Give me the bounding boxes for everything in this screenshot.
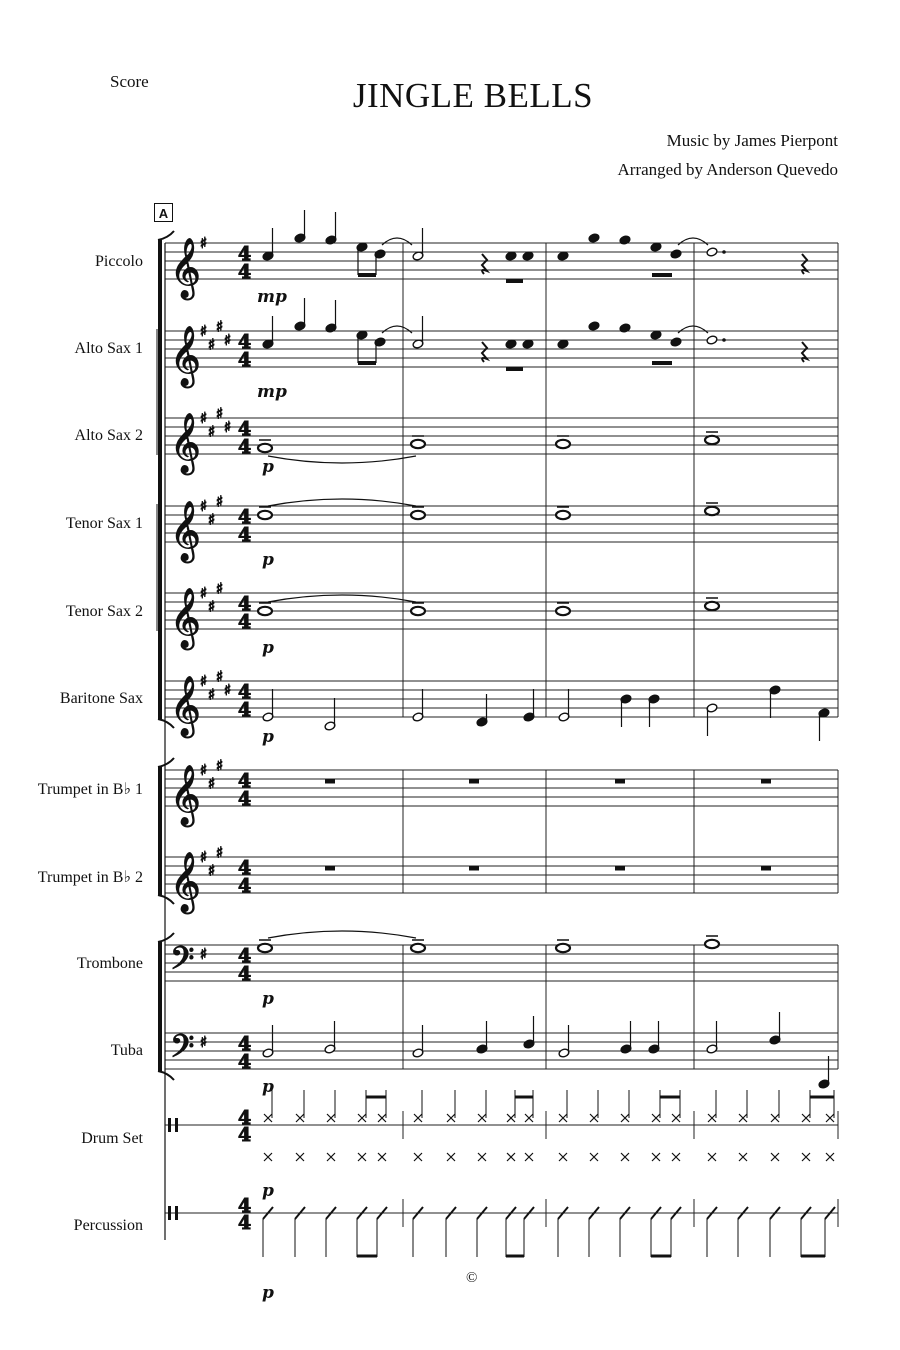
treble-clef-icon: 𝄞 [170, 326, 201, 386]
time-signature-numerator: 4 [238, 243, 252, 265]
cymbal-x-icon [525, 1114, 533, 1122]
dynamic-tuba: p [262, 1077, 274, 1097]
sharp-icon: ♯ [216, 492, 224, 511]
cymbal-x-icon [739, 1114, 747, 1122]
instrument-name-alto-sax-2: Alto Sax 2 [74, 427, 143, 444]
time-signature-numerator: 4 [238, 1195, 252, 1217]
tie [382, 326, 412, 333]
sharp-icon: ♯ [208, 861, 216, 880]
instrument-name-tuba: Tuba [110, 1042, 143, 1059]
snare-x-icon [378, 1153, 386, 1161]
cymbal-x-icon [802, 1114, 810, 1122]
time-signature-numerator: 4 [238, 1107, 252, 1129]
copyright: © [466, 1270, 478, 1286]
sharp-icon: ♯ [200, 322, 208, 340]
note-head [670, 249, 682, 259]
snare-x-icon [296, 1153, 304, 1161]
whole-note [411, 440, 425, 448]
half-note [706, 335, 718, 345]
treble-clef-icon: 𝄞 [170, 501, 201, 561]
time-signature-denominator: 4 [238, 788, 252, 810]
snare-x-icon [559, 1153, 567, 1161]
sharp-icon: ♯ [200, 848, 208, 866]
dynamic-alto-sax-1: mp [257, 382, 287, 402]
time-signature-numerator: 4 [238, 1033, 252, 1055]
page-title: JINGLE BELLS [352, 76, 594, 115]
whole-note [705, 507, 719, 515]
tie [268, 595, 416, 602]
cymbal-x-icon [378, 1114, 386, 1122]
composer-credit: Music by James Pierpont [666, 131, 838, 150]
time-signature-denominator: 4 [238, 1051, 252, 1073]
low-brass-bracket [158, 942, 162, 1071]
snare-x-icon [771, 1153, 779, 1161]
dynamic-tenor-sax-2: p [262, 638, 274, 658]
percussion-clef-icon [168, 1206, 171, 1220]
dot [722, 338, 726, 342]
instrument-name-piccolo: Piccolo [95, 253, 143, 270]
note-head [588, 321, 600, 331]
snare-x-icon [590, 1153, 598, 1161]
whole-rest-icon [325, 779, 335, 784]
snare-x-icon [507, 1153, 515, 1161]
instrument-name-trumpet-1: Trumpet in B♭ 1 [37, 781, 143, 798]
sharp-icon: ♯ [216, 317, 224, 336]
trumpet-bracket [158, 767, 162, 895]
snare-x-icon [447, 1153, 455, 1161]
cymbal-x-icon [652, 1114, 660, 1122]
instrument-name-trombone: Trombone [76, 955, 143, 972]
snare-x-icon [802, 1153, 810, 1161]
whole-note [258, 944, 272, 952]
tie [268, 931, 416, 938]
tie [268, 499, 416, 506]
note-head [588, 233, 600, 243]
cymbal-x-icon [296, 1114, 304, 1122]
tie [382, 238, 412, 245]
time-signature-numerator: 4 [238, 593, 252, 615]
snare-x-icon [672, 1153, 680, 1161]
arranger-credit: Arranged by Anderson Quevedo [617, 160, 838, 179]
time-signature-numerator: 4 [238, 681, 252, 703]
percussion-clef-icon [175, 1118, 178, 1132]
sharp-icon: ♯ [208, 774, 216, 793]
instrument-name-drum-set: Drum Set [81, 1130, 143, 1147]
sharp-icon: ♯ [208, 597, 216, 616]
whole-note [705, 940, 719, 948]
dynamic-piccolo: mp [257, 287, 287, 307]
sharp-icon: ♯ [208, 422, 216, 441]
dynamic-percussion: p [262, 1283, 274, 1303]
snare-x-icon [327, 1153, 335, 1161]
cymbal-x-icon [478, 1114, 486, 1122]
low-brass-bracket-bottom [158, 1071, 174, 1080]
snare-x-icon [621, 1153, 629, 1161]
whole-rest-icon [469, 779, 479, 784]
time-signature-denominator: 4 [238, 963, 252, 985]
sharp-icon: ♯ [200, 584, 208, 602]
time-signature-numerator: 4 [238, 857, 252, 879]
sharp-icon: ♯ [208, 685, 216, 704]
sharp-icon: ♯ [200, 1033, 208, 1051]
sharp-icon: ♯ [216, 579, 224, 598]
note-head [670, 337, 682, 347]
sharp-icon: ♯ [200, 497, 208, 515]
sharp-icon: ♯ [216, 667, 224, 686]
instrument-name-alto-sax-1: Alto Sax 1 [74, 340, 143, 357]
whole-note [556, 944, 570, 952]
time-signature-denominator: 4 [238, 699, 252, 721]
cymbal-x-icon [708, 1114, 716, 1122]
note-head [619, 235, 631, 245]
whole-rest-icon [761, 779, 771, 784]
quarter-rest-icon [482, 342, 487, 362]
sharp-icon: ♯ [200, 945, 208, 963]
cymbal-x-icon [826, 1114, 834, 1122]
snare-x-icon [414, 1153, 422, 1161]
cymbal-x-icon [414, 1114, 422, 1122]
sharp-icon: ♯ [224, 418, 232, 436]
dot [722, 250, 726, 254]
bass-clef-icon: 𝄢 [170, 1028, 195, 1072]
time-signature-numerator: 4 [238, 945, 252, 967]
dynamic-drum-set: p [262, 1181, 274, 1201]
treble-clef-icon: 𝄞 [170, 765, 201, 825]
sharp-icon: ♯ [208, 335, 216, 354]
sharp-icon: ♯ [200, 409, 208, 427]
note-head [619, 323, 631, 333]
cymbal-x-icon [672, 1114, 680, 1122]
sharp-icon: ♯ [224, 331, 232, 349]
cymbal-x-icon [327, 1114, 335, 1122]
woodwind-bracket [158, 240, 162, 719]
whole-rest-icon [761, 866, 771, 871]
cymbal-x-icon [559, 1114, 567, 1122]
treble-clef-icon: 𝄞 [170, 588, 201, 648]
time-signature-numerator: 4 [238, 770, 252, 792]
snare-x-icon [708, 1153, 716, 1161]
sharp-icon: ♯ [216, 404, 224, 423]
whole-note [411, 944, 425, 952]
tie [678, 326, 708, 333]
cymbal-x-icon [771, 1114, 779, 1122]
percussion-clef-icon [168, 1118, 171, 1132]
quarter-rest-icon [802, 254, 807, 274]
cymbal-x-icon [264, 1114, 272, 1122]
cymbal-x-icon [507, 1114, 515, 1122]
instrument-name-tenor-sax-2: Tenor Sax 2 [65, 603, 143, 620]
quarter-rest-icon [802, 342, 807, 362]
time-signature-denominator: 4 [238, 1212, 252, 1234]
snare-x-icon [478, 1153, 486, 1161]
time-signature-numerator: 4 [238, 331, 252, 353]
cymbal-x-icon [358, 1114, 366, 1122]
instrument-name-baritone-sax: Baritone Sax [59, 690, 143, 707]
cymbal-x-icon [447, 1114, 455, 1122]
dynamic-tenor-sax-1: p [262, 550, 274, 570]
dynamic-baritone-sax: p [262, 727, 274, 747]
instrument-name-tenor-sax-1: Tenor Sax 1 [65, 515, 143, 532]
time-signature-denominator: 4 [238, 349, 252, 371]
treble-clef-icon: 𝄞 [170, 852, 201, 912]
score-label: Score [110, 72, 149, 91]
snare-x-icon [358, 1153, 366, 1161]
sharp-icon: ♯ [216, 756, 224, 775]
sharp-icon: ♯ [200, 761, 208, 779]
time-signature-denominator: 4 [238, 611, 252, 633]
whole-note [556, 440, 570, 448]
dynamic-alto-sax-2: p [262, 457, 274, 477]
whole-rest-icon [325, 866, 335, 871]
cymbal-x-icon [621, 1114, 629, 1122]
snare-x-icon [739, 1153, 747, 1161]
whole-note [556, 607, 570, 615]
whole-rest-icon [615, 866, 625, 871]
bass-clef-icon: 𝄢 [170, 940, 195, 984]
percussion-clef-icon [175, 1206, 178, 1220]
whole-note [258, 511, 272, 519]
whole-note [258, 444, 272, 452]
time-signature-denominator: 4 [238, 1124, 252, 1146]
dynamic-trombone: p [262, 989, 274, 1009]
whole-note [705, 436, 719, 444]
half-note [706, 247, 718, 257]
snare-x-icon [525, 1153, 533, 1161]
sharp-icon: ♯ [224, 681, 232, 699]
whole-note [705, 602, 719, 610]
treble-clef-icon: 𝄞 [170, 238, 201, 298]
tie [268, 456, 416, 463]
time-signature-numerator: 4 [238, 506, 252, 528]
rehearsal-mark: A [154, 203, 173, 222]
quarter-rest-icon [482, 254, 487, 274]
sharp-icon: ♯ [208, 510, 216, 529]
time-signature-denominator: 4 [238, 875, 252, 897]
snare-x-icon [826, 1153, 834, 1161]
treble-clef-icon: 𝄞 [170, 413, 201, 473]
instrument-name-trumpet-2: Trumpet in B♭ 2 [37, 869, 143, 886]
snare-x-icon [264, 1153, 272, 1161]
whole-note [411, 511, 425, 519]
sharp-icon: ♯ [200, 234, 208, 252]
time-signature-denominator: 4 [238, 524, 252, 546]
time-signature-numerator: 4 [238, 418, 252, 440]
snare-x-icon [652, 1153, 660, 1161]
sharp-icon: ♯ [200, 672, 208, 690]
whole-rest-icon [469, 866, 479, 871]
whole-note [258, 607, 272, 615]
whole-note [411, 607, 425, 615]
instrument-name-percussion: Percussion [73, 1217, 143, 1234]
tie [678, 238, 708, 245]
whole-note [556, 511, 570, 519]
cymbal-x-icon [590, 1114, 598, 1122]
sharp-icon: ♯ [216, 843, 224, 862]
treble-clef-icon: 𝄞 [170, 676, 201, 736]
time-signature-denominator: 4 [238, 436, 252, 458]
whole-rest-icon [615, 779, 625, 784]
time-signature-denominator: 4 [238, 261, 252, 283]
